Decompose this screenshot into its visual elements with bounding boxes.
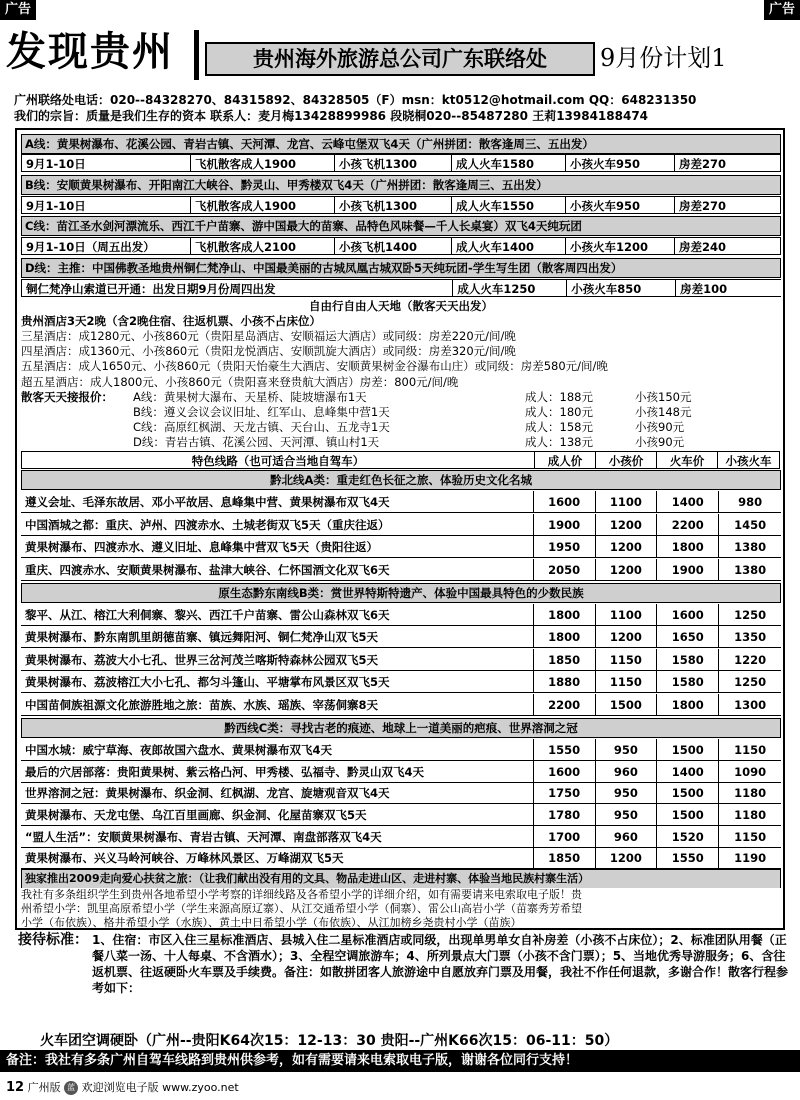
price-cell: 铜仁梵净山索道已开通：出发日期9月份周四出发 [21,279,453,297]
route-name: 中国苗侗族祖源文化旅游胜地之旅：苗族、水族、瑶族、宰荡侗寨8天 [25,698,378,712]
daily-line: D线：青岩古镇、花溪公园、天河潭、镇山村1天 [133,434,380,449]
line-c-title: C线：苗江圣水剑河漂流乐、西江千户苗寨、游中国最大的苗寨、品特色风味餐—千人长桌宴）双飞4天纯玩团 [21,216,781,236]
price-cell: 成人火车1400 [451,237,566,255]
category-b-title: 原生态黔东南线B类：赏世界特斯特遗产、体验中国最具特色的少数民族 [21,583,781,603]
table-row [21,626,781,648]
table-row [21,694,781,716]
price-cell: 房差270 [674,196,781,214]
line-d-prices [21,279,781,297]
table-row [21,536,781,558]
child-train-price: 1350 [718,626,781,647]
child-price: 960 [595,826,657,847]
adult-price: 1850 [533,847,595,868]
child-price: 950 [595,804,657,825]
child-train-price: 1150 [718,826,781,847]
table-row [21,826,781,848]
category-c-title: 黔西线C类：寻找古老的痕迹、地球上一道美丽的疤痕、世界溶洞之冠 [21,718,781,738]
brand-title: 发现贵州 [6,28,174,75]
child-price: 1100 [595,604,657,625]
price-cell: 飞机散客成人1900 [190,154,335,172]
website-text: 欢迎浏览电子版 www.zyoo.net [81,1081,239,1094]
line-a-prices [21,154,781,172]
child-train-price: 980 [718,491,781,512]
train-price: 1600 [656,604,718,625]
train-info: 火车团空调硬卧（广州--贵阳K64次15：12-13：30 贵阳--广州K66次15：06-11：50） [40,1033,619,1049]
exclusive-title: 独家推出2009走向爱心扶贫之旅：（让我们献出没有用的文具、物品走进山区、走进村寨、体验当地民族村寨生活） [21,869,781,889]
route-name: 最后的穴居部落：贵阳黄果树、紫云格凸河、甲秀楼、弘福寺、黔灵山双飞4天 [25,764,424,779]
train-price: 1580 [656,649,718,670]
price-cell: 房差240 [674,237,781,255]
train-price: 1500 [656,804,718,825]
exclusive-line: 州希望小学：凯里高原希望小学（学生来源高原辽寨）、从江交通希望小学（侗寨）、雷公山高岩小学（苗寨秀芳希望 [21,901,582,915]
train-price: 1400 [656,491,718,512]
bottom-note: 备注：我社有多条广州自驾车线路到贵州供参考，如有需要请来电索取电子版，谢谢各位同行支持！ [0,1050,800,1072]
daily-adult: 成人：180元 [525,404,593,419]
price-cell: 飞机散客成人1900 [190,196,335,214]
train-price: 1900 [656,559,718,580]
adult-price: 1600 [533,491,595,512]
child-train-price: 1380 [718,536,781,557]
table-row [21,559,781,581]
child-price: 1200 [595,536,657,557]
route-name: 黄果树瀑布、荔波榕江大小七孔、都匀斗篷山、平塘掌布风景区双飞5天 [25,675,390,690]
child-price: 1150 [595,671,657,692]
main-frame [15,128,785,930]
table-row [21,847,781,869]
table-row [21,649,781,671]
routes-table-header [21,451,781,469]
price-cell: 小孩火车850 [566,279,676,297]
child-price: 1100 [595,491,657,512]
footer [6,1080,239,1096]
route-name: 黄果树瀑布、荔波大小七孔、世界三岔河茂兰喀斯特森林公园双飞5天 [25,652,378,667]
table-row [21,514,781,536]
exclusive-description [21,888,781,930]
ad-bar [0,0,800,20]
route-name: 重庆、四渡赤水、安顺黄果树瀑布、盐津大峡谷、仁怀国酒文化双飞6天 [25,562,390,577]
route-name: 黄果树瀑布、黔东南凯里朗德苗寨、镇远舞阳河、铜仁梵净山双飞5天 [25,630,378,645]
child-price: 1200 [595,559,657,580]
table-row [21,761,781,783]
adult-price: 1850 [533,649,595,670]
header-adult: 成人价 [534,451,596,469]
contact-line: 广州联络处电话：020--84328270、84315892、84328505（F）msn：kt0512@hotmail.com QQ：648231350 [14,93,697,107]
child-price: 1200 [595,847,657,868]
daily-line: A线：黄果树大瀑布、天星桥、陡坡塘瀑布1天 [133,389,367,404]
exclusive-line: 我社有多条组织学生到贵州各地希望小学考察的详细线路及各希望小学的详细介绍，如有需要请来电索取电子版！贵 [21,887,582,901]
line-d-title: D线：主推：中国佛教圣地贵州铜仁梵净山、中国最美丽的古城凤凰古城双卧5天纯玩团-学生写生团（散客周四出发） [21,258,781,278]
train-price: 1400 [656,761,718,782]
daily-adult: 成人：138元 [525,434,593,449]
route-name: 世界溶洞之冠：黄果树瀑布、织金洞、红枫湖、龙宫、旋塘观音双飞4天 [25,786,390,801]
line-a-title: A线：黄果树瀑布、花溪公园、青岩古镇、天河潭、龙宫、云峰屯堡双飞4天（广州拼团：散客逢周三、五出发） [21,134,781,154]
route-name: “盟人生活”：安顺黄果树瀑布、青岩古镇、天河潭、南盘部落双飞4天 [25,829,382,844]
adult-price: 1950 [533,536,595,557]
org-name: 贵州海外旅游总公司广东联络处 [205,42,595,76]
brand-divider [194,30,199,80]
price-cell: 房差270 [674,154,781,172]
child-train-price: 1450 [718,514,781,535]
daily-child: 小孩90元 [635,419,685,434]
adult-price: 1700 [533,826,595,847]
train-price: 1800 [656,536,718,557]
price-cell: 成人火车1250 [452,279,567,297]
daily-child: 小孩150元 [635,389,692,404]
child-train-price: 1250 [718,671,781,692]
train-price: 1500 [656,782,718,803]
train-price: 1580 [656,671,718,692]
price-cell: 9月1-10日 [21,154,191,172]
plan-title: 9月份计划1 [600,44,727,72]
daily-line: B线：遵义会议会议旧址、红军山、息峰集中营1天 [133,404,390,419]
train-price: 1800 [656,694,718,715]
route-name: 遵义会址、毛泽东故居、邓小平故居、息峰集中营、黄果树瀑布双飞4天 [25,494,390,509]
child-train-price: 1220 [718,649,781,670]
adult-price: 1600 [533,761,595,782]
train-price: 1550 [656,847,718,868]
price-cell: 小孩火车1200 [565,237,675,255]
hotel-3star: 三星酒店：成1280元、小孩860元（贵阳星岛酒店、安顺福运大酒店）或同级：房差220元/间/晚 [21,329,516,344]
header-train: 火车价 [656,451,718,469]
child-train-price: 1300 [718,694,781,715]
daily-adult: 成人：188元 [525,389,593,404]
adult-price: 1900 [533,514,595,535]
adult-price: 2050 [533,559,595,580]
line-c-prices [21,237,781,255]
price-cell: 小孩飞机1400 [334,237,452,255]
line-b-prices [21,196,781,214]
line-b-title: B线：安顺黄果树瀑布、开阳南江大峡谷、黔灵山、甲秀楼双飞4天（广州拼团：散客逢周三、五出发） [21,175,781,195]
exclusive-line: 小学（布依族）、格井希望小学（水族）、黄土中日希望小学（布依族）、从江加榜乡尧贵村小学（苗族） [21,915,522,929]
train-price: 1520 [656,826,718,847]
child-price: 1200 [595,626,657,647]
child-train-price: 1190 [718,847,781,868]
child-train-price: 1380 [718,559,781,580]
price-cell: 成人火车1550 [451,196,566,214]
adult-price: 2200 [533,694,595,715]
price-cell: 9月1-10日 [21,196,191,214]
adult-price: 1800 [533,604,595,625]
ad-label-right: 广告 [764,0,800,20]
child-train-price: 1090 [718,761,781,782]
price-cell: 房差100 [675,279,781,297]
child-price: 1200 [595,514,657,535]
header [0,20,800,92]
train-price: 1500 [656,739,718,760]
table-row [21,491,781,513]
adult-price: 1880 [533,671,595,692]
route-name: 中国酒城之都：重庆、泸州、四渡赤水、土城老街双飞5天（重庆往返） [25,517,390,532]
price-cell: 小孩飞机1300 [334,196,452,214]
child-price: 950 [595,782,657,803]
standards-label: 接待标准： [18,932,88,948]
route-name: 黄果树瀑布、四渡赤水、遵义旧址、息峰集中营双飞5天（贵阳往返） [25,540,378,555]
header-child: 小孩价 [595,451,657,469]
child-train-price: 1180 [718,782,781,803]
child-price: 950 [595,739,657,760]
price-cell: 飞机散客成人2100 [190,237,335,255]
daily-line: C线：高原红枫湖、天龙古镇、天台山、五龙寺1天 [133,419,390,434]
ad-label-left: 广告 [0,0,36,20]
daily-child: 小孩148元 [635,404,692,419]
standards-text: 1、住宿：市区入住三星标准酒店、县城入住二星标准酒店或同级，出现单男单女自补房差（小孩不占床位）；2、标准团队用餐（正餐八菜一汤、十人每桌、不含酒水）；3、全程空调旅游车；4、所列景点大门票（小孩不含门票）；5、当地优秀导游服务；6、含往返机票、往返硬卧火车票及手续费。备注：如散拼团客人旅游途中自愿放弃门票及用餐，我社不作任何退款，多谢合作！散客行程参考如下： [92,933,789,995]
page-number: 12 [6,1080,25,1095]
header-child-train: 小孩火车 [717,451,780,469]
daily-child: 小孩90元 [635,434,685,449]
header-route: 特色线路（也可适合当地自驾车） [21,451,535,469]
route-name: 黎平、从江、榕江大利侗寨、黎兴、西江千户苗寨、雷公山森林双飞6天 [25,607,390,622]
logo-icon: 蓝 [64,1081,78,1095]
table-row [21,782,781,804]
hotel-package-title: 贵州酒店3天2晚（含2晚住宿、往返机票、小孩不占床位） [21,314,322,329]
category-a-title: 黔北线A类：重走红色长征之旅、体验历史文化名城 [21,470,781,490]
adult-price: 1550 [533,739,595,760]
price-cell: 9月1-10日（周五出发） [21,237,191,255]
route-name: 黄果树瀑布、兴义马岭河峡谷、万峰林风景区、万峰湖双飞5天 [25,851,344,866]
route-name: 中国水城：威宁草海、夜郎故国六盘水、黄果树瀑布双飞4天 [25,743,332,758]
price-cell: 小孩火车950 [565,196,675,214]
child-price: 960 [595,761,657,782]
self-travel-title: 自由行自由人天地（散客天天出发） [309,299,493,314]
hotel-4star: 四星酒店：成1360元、小孩860元（贵阳龙悦酒店、安顺凯旋大酒店）或同级：房差320元/间/晚 [21,344,516,359]
motto-line: 我们的宗旨：质量是我们生存的资本 联系人：麦月梅13428899986 段晓桐020--85487280 王莉13984188474 [14,109,649,123]
child-train-price: 1250 [718,604,781,625]
adult-price: 1800 [533,626,595,647]
route-name: 黄果树瀑布、天龙屯堡、乌江百里画廊、织金洞、化屋苗寨双飞5天 [25,807,367,822]
child-train-price: 1150 [718,739,781,760]
adult-price: 1750 [533,782,595,803]
table-row [21,739,781,761]
child-train-price: 1180 [718,804,781,825]
train-price: 2200 [656,514,718,535]
edition-label: 广州版 [27,1081,61,1094]
hotel-super5star: 超五星酒店：成人1800元、小孩860元（贵阳喜来登贵航大酒店）房差：800元/间/晚 [21,374,459,389]
price-cell: 小孩飞机1300 [334,154,452,172]
table-row [21,671,781,693]
daily-row [21,433,781,451]
train-price: 1650 [656,626,718,647]
price-cell: 成人火车1580 [451,154,566,172]
daily-adult: 成人：158元 [525,419,593,434]
table-row [21,604,781,626]
hotel-5star: 五星酒店：成人1650元、小孩860元（贵阳天怡豪生大酒店、安顺黄果树金谷瀑布山庄）或同级：房差580元/间/晚 [21,359,608,374]
child-price: 1500 [595,694,657,715]
daily-label: 散客天天接报价： [21,389,113,404]
table-row [21,804,781,826]
price-cell: 小孩火车950 [565,154,675,172]
adult-price: 1780 [533,804,595,825]
child-price: 1150 [595,649,657,670]
